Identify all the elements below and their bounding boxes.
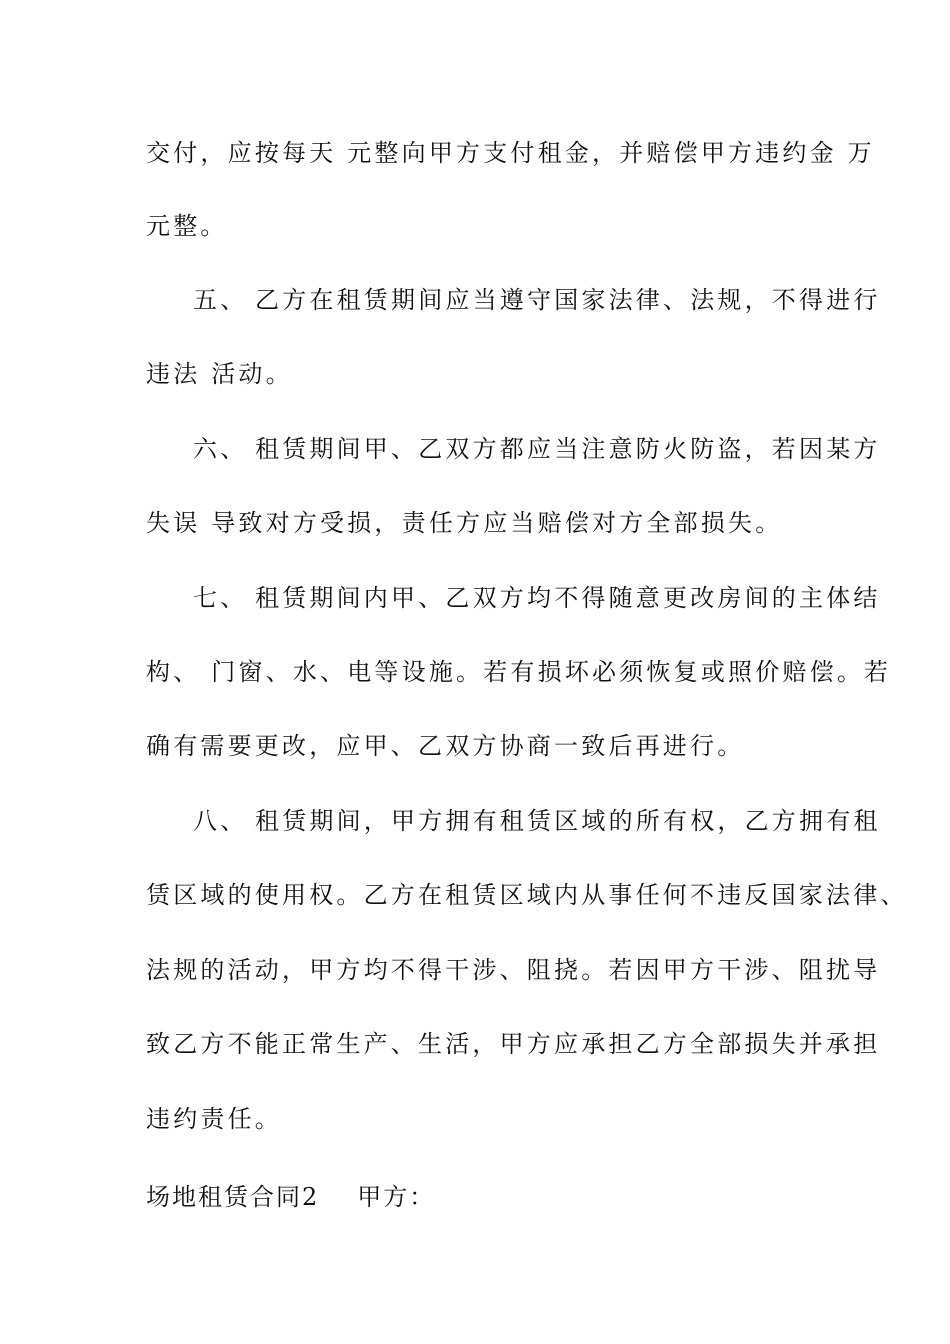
text-line: 确有需要更改，应甲、乙双方协商一致后再进行。 (146, 732, 745, 760)
clause-text: 租赁期间甲、乙双方都应当注意防火防盗，若因某方 (255, 435, 881, 463)
clause-number: 五、 (193, 286, 248, 314)
clause-number: 六、 (193, 435, 248, 463)
text-line: 失误 导致对方受损，责任方应当赔偿对方全部损失。 (146, 509, 783, 537)
text-line: 交付，应按每天 元整向甲方支付租金，并赔偿甲方违约金 万 (146, 139, 875, 167)
text-line: 法规的活动，甲方均不得干涉、阻挠。若因甲方干涉、阻扰导 (146, 956, 881, 984)
clause-text: 租赁期间，甲方拥有租赁区域的所有权，乙方拥有租 (255, 807, 881, 835)
clause-number: 七、 (193, 584, 248, 612)
clause-7 (193, 583, 881, 613)
text-line: 违法 活动。 (146, 360, 293, 388)
clause-text: 乙方在租赁期间应当遵守国家法律、法规，不得进行 (255, 286, 881, 314)
text-line: 元整。 (146, 212, 228, 240)
clause-5 (193, 285, 881, 315)
clause-number: 八、 (193, 807, 248, 835)
text-line: 构、 门窗、水、电等设施。若有损坏必须恢复或照价赔偿。若 (146, 658, 892, 686)
text-line: 赁区域的使用权。乙方在租赁区域内从事任何不违反国家法律、 (146, 881, 908, 909)
text-line: 违约责任。 (146, 1105, 282, 1133)
party-a-label: 甲方： (357, 1183, 436, 1211)
clause-text: 租赁期间内甲、乙双方均不得随意更改房间的主体结 (255, 584, 881, 612)
contract-heading (146, 1182, 435, 1212)
contract-title: 场地租赁合同2 (146, 1183, 320, 1211)
clause-8 (193, 806, 881, 836)
clause-6 (193, 434, 881, 464)
text-line: 致乙方不能正常生产、生活，甲方应承担乙方全部损失并承担 (146, 1030, 881, 1058)
